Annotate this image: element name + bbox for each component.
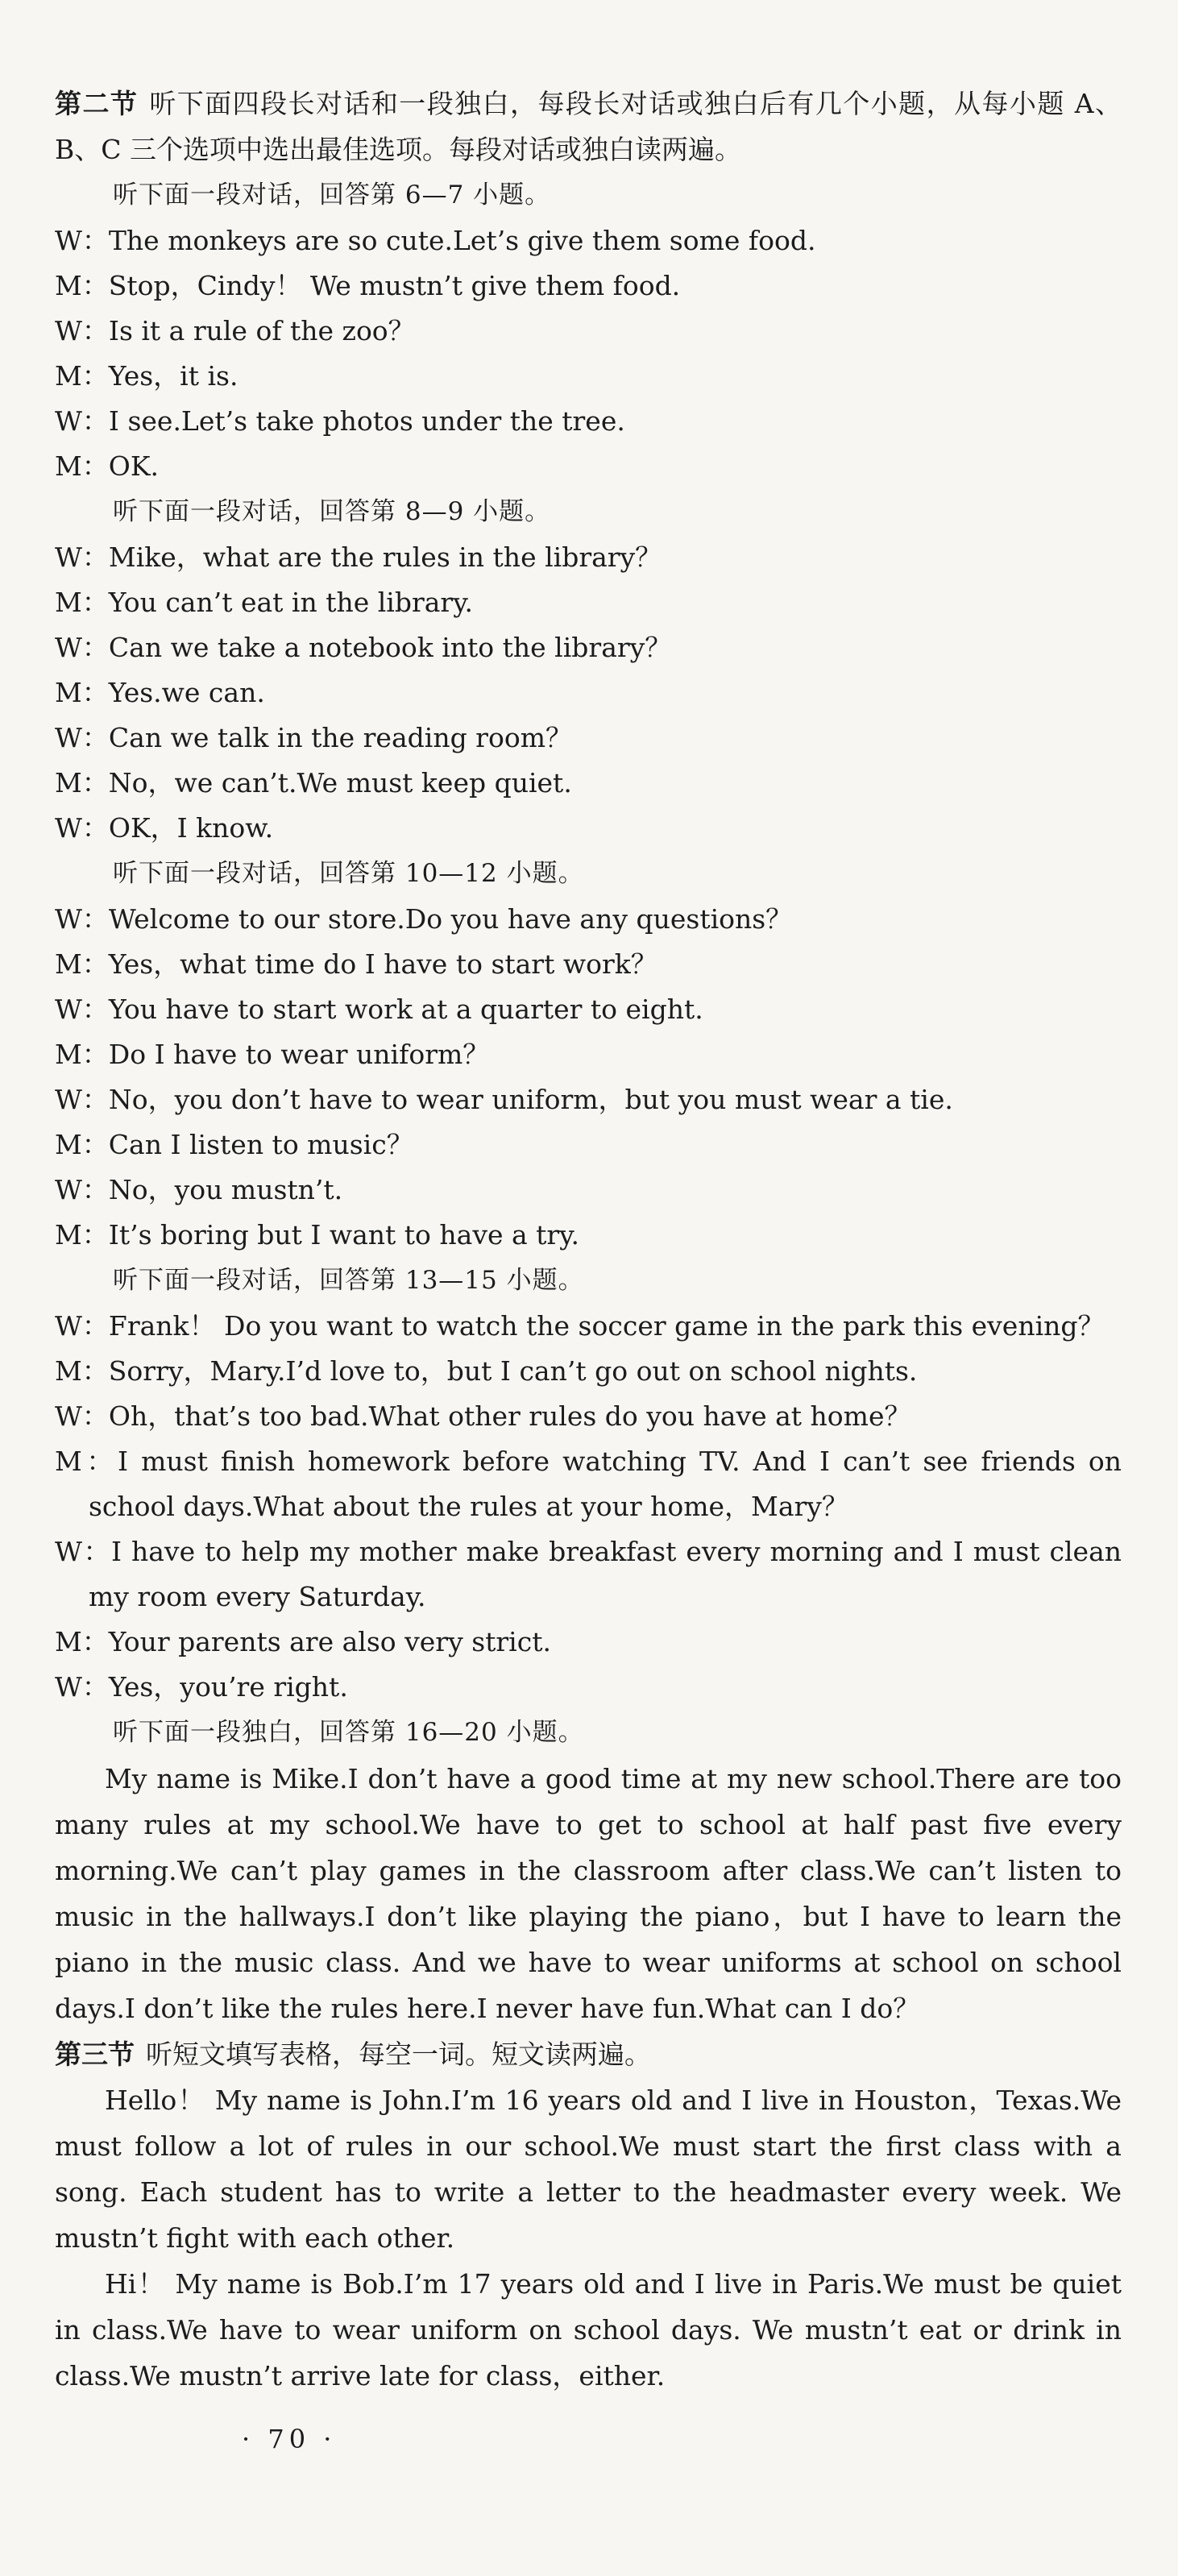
dialogue-line: M：Yes，what time do I have to start work？ <box>55 948 657 980</box>
dialogue-line: W：Yes，you’re right. <box>55 1671 348 1703</box>
monologue <box>55 1710 1122 2031</box>
dialogue-title: 听下面一段对话，回答第 6—7 小题。 <box>113 180 551 209</box>
dialogue-line: W：Can we talk in the reading room？ <box>55 722 572 753</box>
dialogue-line: M：Stop，Cindy！ We mustn’t give them food. <box>55 270 681 301</box>
dialogue-line: W：I have to help my mother make breakfast every morning and I must clean my room every Saturday. <box>55 1536 1122 1612</box>
section-3-header <box>55 2031 1122 2077</box>
dialogue-line: W：You have to start work at a quarter to eight. <box>55 993 703 1025</box>
monologue-title: 听下面一段独白，回答第 16—20 小题。 <box>113 1718 584 1747</box>
section-3-label: 第三节 <box>55 2039 135 2070</box>
dialogue-line: M：Yes，it is. <box>55 360 239 392</box>
dialogue-line: W：No，you mustn’t. <box>55 1174 343 1205</box>
passage-paragraph: Hi！ My name is Bob.I’m 17 years old and I live in Paris.We must be quiet in class.We have to wear uniform on school days. We mustn’t eat or drink in class.We mustn’t arrive late for class，either. <box>55 2268 1122 2391</box>
dialogue-line: M：It’s boring but I want to have a try. <box>55 1219 579 1251</box>
dialogue-line: M：Can I listen to music？ <box>55 1129 413 1160</box>
dialogue-line: M：Yes.we can. <box>55 677 265 708</box>
dialogue-line: W：Welcome to our store.Do you have any questions？ <box>55 903 793 935</box>
dialogue-line: W：Can we take a notebook into the library？ <box>55 632 672 663</box>
dialogue-line: W：I see.Let’s take photos under the tree. <box>55 405 625 437</box>
dialogue-line: M：I must finish homework before watching TV. And I can’t see friends on school days.What about the rules at your home，Mary？ <box>55 1446 1122 1522</box>
monologue-text: My name is Mike.I don’t have a good time at my new school.There are too many rules at my school.We have to get to school at half past five every morning.We can’t play games in the classroom after class.We can’t listen to music in the hallways.I don’t like playing the piano，but I have to learn the piano in the music class. And we have to wear uniforms at school on school days.I don’t like the rules here.I never have fun.What can I do？ <box>55 1763 1122 2024</box>
dialogue-2 <box>55 489 1122 851</box>
dialogue-line: M：Sorry，Mary.I’d love to，but I can’t go out on school nights. <box>55 1355 918 1387</box>
dialogue-line: W：The monkeys are so cute.Let’s give them some food. <box>55 225 816 256</box>
section-3-instruction: 听短文填写表格，每空一词。短文读两遍。 <box>146 2039 651 2070</box>
dialogue-line: W：Mike，what are the rules in the library？ <box>55 541 662 573</box>
dialogue-title: 听下面一段对话，回答第 13—15 小题。 <box>113 1266 584 1295</box>
dialogue-line: M：No，we can’t.We must keep quiet. <box>55 767 572 799</box>
section-2-instruction: 听下面四段长对话和一段独白，每段长对话或独白后有几个小题，从每小题 A、B、C 三个选项中选出最佳选项。每段对话或独白读两遍。 <box>55 88 1122 165</box>
dialogue-1 <box>55 172 1122 489</box>
dialogue-title: 听下面一段对话，回答第 10—12 小题。 <box>113 859 584 888</box>
passage-paragraph: Hello！ My name is John.I’m 16 years old and I live in Houston，Texas.We must follow a lot of rules in our school.We must start the first class with a song. Each student has to write a letter to the headmaster every week. We mustn’t fight with each other. <box>55 2084 1122 2254</box>
section-2-header <box>55 81 1122 172</box>
dialogue-line: W：Oh，that’s too bad.What other rules do you have at home？ <box>55 1400 911 1432</box>
dialogue-line: M：You can’t eat in the library. <box>55 587 473 618</box>
section-2-label: 第二节 <box>55 88 139 119</box>
dialogue-line: W：No，you don’t have to wear uniform，but you must wear a tie. <box>55 1084 953 1115</box>
dialogue-3 <box>55 851 1122 1258</box>
page-number: · 70 · <box>242 2424 337 2454</box>
dialogue-4 <box>55 1258 1122 1710</box>
dialogue-line: W：OK，I know. <box>55 812 274 844</box>
dialogue-line: M：Your parents are also very strict. <box>55 1626 551 1657</box>
dialogue-line: M：OK. <box>55 450 159 482</box>
dialogue-title: 听下面一段对话，回答第 8—9 小题。 <box>113 497 551 526</box>
dialogue-line: M：Do I have to wear uniform？ <box>55 1039 490 1070</box>
dialogue-line: W：Is it a rule of the zoo？ <box>55 315 415 346</box>
dialogue-line: W：Frank！ Do you want to watch the soccer game in the park this evening？ <box>55 1310 1105 1342</box>
